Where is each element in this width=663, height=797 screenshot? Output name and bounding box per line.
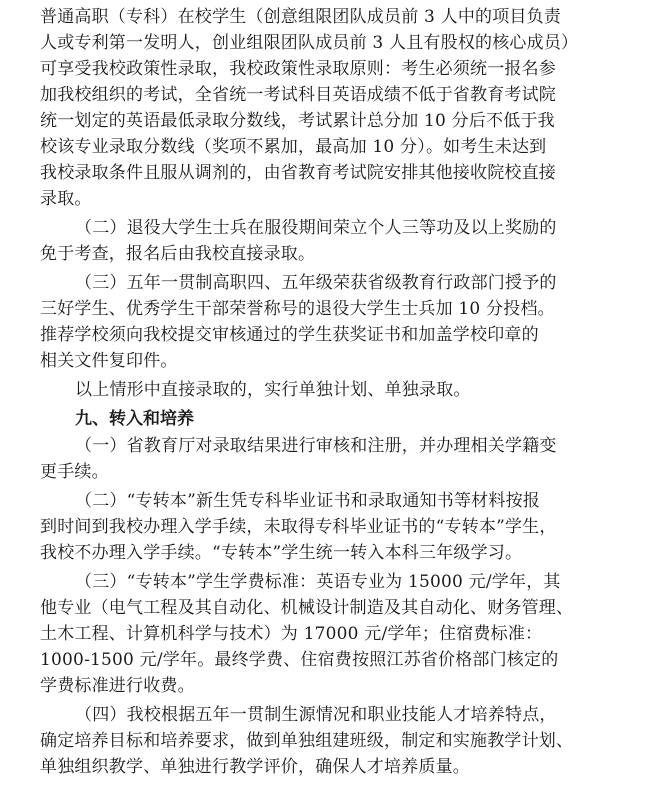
paragraph-transfer-enrollment [40,488,633,566]
text-line: 人或专利第一发明人，创业组限团队成员前 3 人且有股权的核心成员） [40,33,579,53]
text-line: （二）“专转本”新生凭专科毕业证书和录取通知书等材料按报 [75,491,540,511]
text-line: 以上情形中直接录取的，实行单独计划、单独录取。 [75,380,471,400]
paragraph-enrollment-review [40,433,633,485]
section-heading: 九、转入和培养 [75,409,194,429]
text-line: 推荐学校须向我校提交审核通过的学生获奖证书和加盖学校印章的 [40,325,539,345]
text-line: 学费标准进行收费。 [40,676,195,696]
text-line: 单独组织教学、单独进行教学评价，确保人才培养质量。 [40,757,470,777]
text-line: 加我校组织的考试，全省统一考试科目英语成绩不低于省教育考试院 [40,85,556,105]
text-line: 相关文件复印件。 [40,351,178,371]
text-line: 1000-1500 元/学年。最终学费、住宿费按照江苏省价格部门核定的 [40,650,559,670]
text-line: 普通高职（专科）在校学生（创意组限团队成员前 3 人中的项目负责 [40,7,562,27]
text-line: 确定培养目标和培养要求，做到单独组建班级，制定和实施教学计划、 [40,731,574,751]
paragraph-five-year-program-bonus [40,270,633,374]
text-line: 可享受我校政策性录取，我校政策性录取原则：考生必须统一报名参 [40,59,556,79]
text-line: （二）退役大学生士兵在服役期间荣立个人三等功及以上奖励的 [75,218,557,238]
text-line: 更手续。 [40,462,109,482]
text-line: （三）五年一贯制高职四、五年级荣获省级教育行政部门授予的 [75,273,557,293]
text-line: 我校不办理入学手续。“专转本”学生统一转入本科三年级学习。 [40,543,523,563]
paragraph-tuition-fees [40,569,633,699]
text-line: 土木工程、计算机科学与技术）为 17000 元/学年；住宿费标准： [40,624,543,644]
text-line: 校该专业录取分数线（奖项不累加，最高加 10 分）。如考生未达到 [40,137,547,157]
text-line: 他专业（电气工程及其自动化、机械设计制造及其自动化、财务管理、 [40,598,574,618]
text-line: （四）我校根据五年一贯制生源情况和职业技能人才培养特点， [75,705,557,725]
text-line: 三好学生、优秀学生干部荣誉称号的退役大学生士兵加 10 分投档。 [40,299,555,319]
text-line: 我校录取条件且服从调剂的，由省教育考试院安排其他接收院校直接 [40,163,556,183]
text-line: 统一划定的英语最低录取分数线，考试累计总分加 10 分后不低于我 [40,111,555,131]
paragraph-retired-soldier-merit [40,215,633,267]
text-line: 免于考查，报名后由我校直接录取。 [40,244,316,264]
text-line: 录取。 [40,189,92,209]
text-line: （一）省教育厅对录取结果进行审核和注册，并办理相关学籍变 [75,436,557,456]
text-line: 到时间到我校办理入学手续，未取得专科毕业证书的“专转本”学生， [40,517,557,537]
paragraph-direct-admission-note [40,377,633,403]
paragraph-policy-admission [40,4,633,212]
text-line: （三）“专转本”学生学费标准：英语专业为 15000 元/学年，其 [75,572,561,592]
paragraph-training-plan [40,702,633,780]
